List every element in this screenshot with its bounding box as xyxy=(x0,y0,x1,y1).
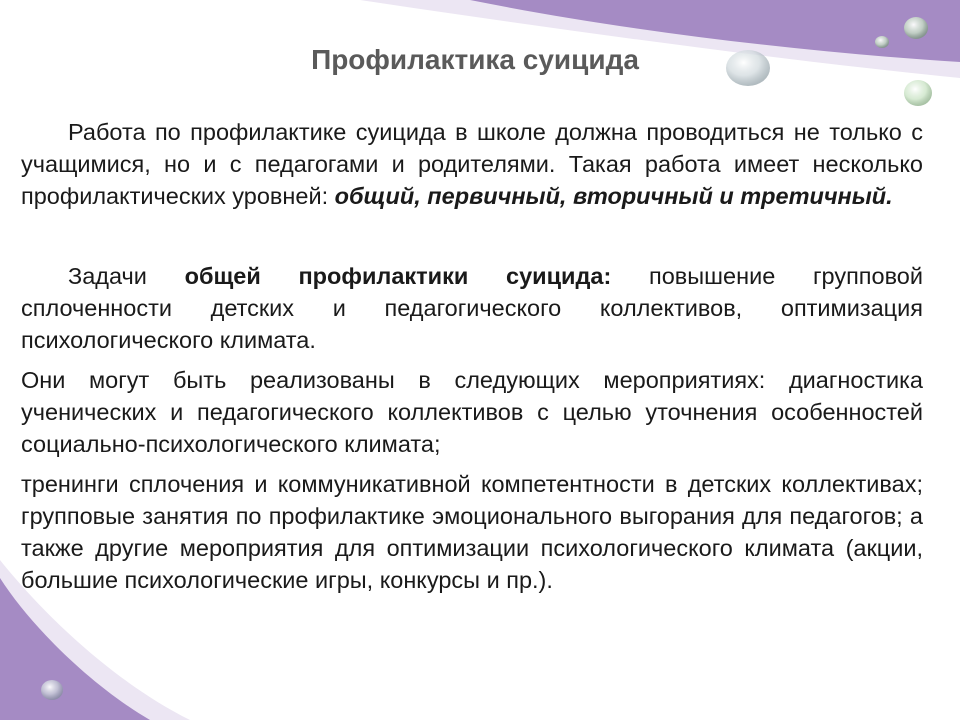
paragraph-trainings: тренинги сплочения и коммуникативной компетентности в детских коллективах; групповые занятия по профилактике эмоционального выгорания для педагогов; а также другие мероприятия для оптимизации психологического климата (акции, большие психологические игры, конкурсы и пр.). xyxy=(21,471,923,593)
paragraph-text: повышение групповой сплоченности детских и педагогического коллективов, оптимизация психологического климата. xyxy=(21,263,924,353)
paragraph-general-prevention xyxy=(21,260,923,356)
paragraph-lead: Задачи xyxy=(68,263,185,289)
paragraph-text: Работа по профилактике суицида в школе должна проводиться не только с учащимися, но и с педагогами и родителями. Такая работа имеет несколько профилактических уровней: xyxy=(21,119,923,209)
slide-body xyxy=(21,116,923,596)
water-drop-icon xyxy=(904,80,932,106)
water-drop-icon xyxy=(41,680,63,700)
page-title: Профилактика суицида xyxy=(311,44,639,75)
paragraph-levels xyxy=(21,116,923,212)
water-drop-icon xyxy=(904,17,928,39)
paragraph-activities: Они могут быть реализованы в следующих мероприятиях: диагностика ученических и педагогического коллективов с целью уточнения особенностей социально-психологического климата; xyxy=(21,367,923,457)
general-prevention-term: общей профилактики суицида: xyxy=(184,263,612,289)
levels-emphasis: общий, первичный, вторичный и третичный. xyxy=(334,183,893,209)
